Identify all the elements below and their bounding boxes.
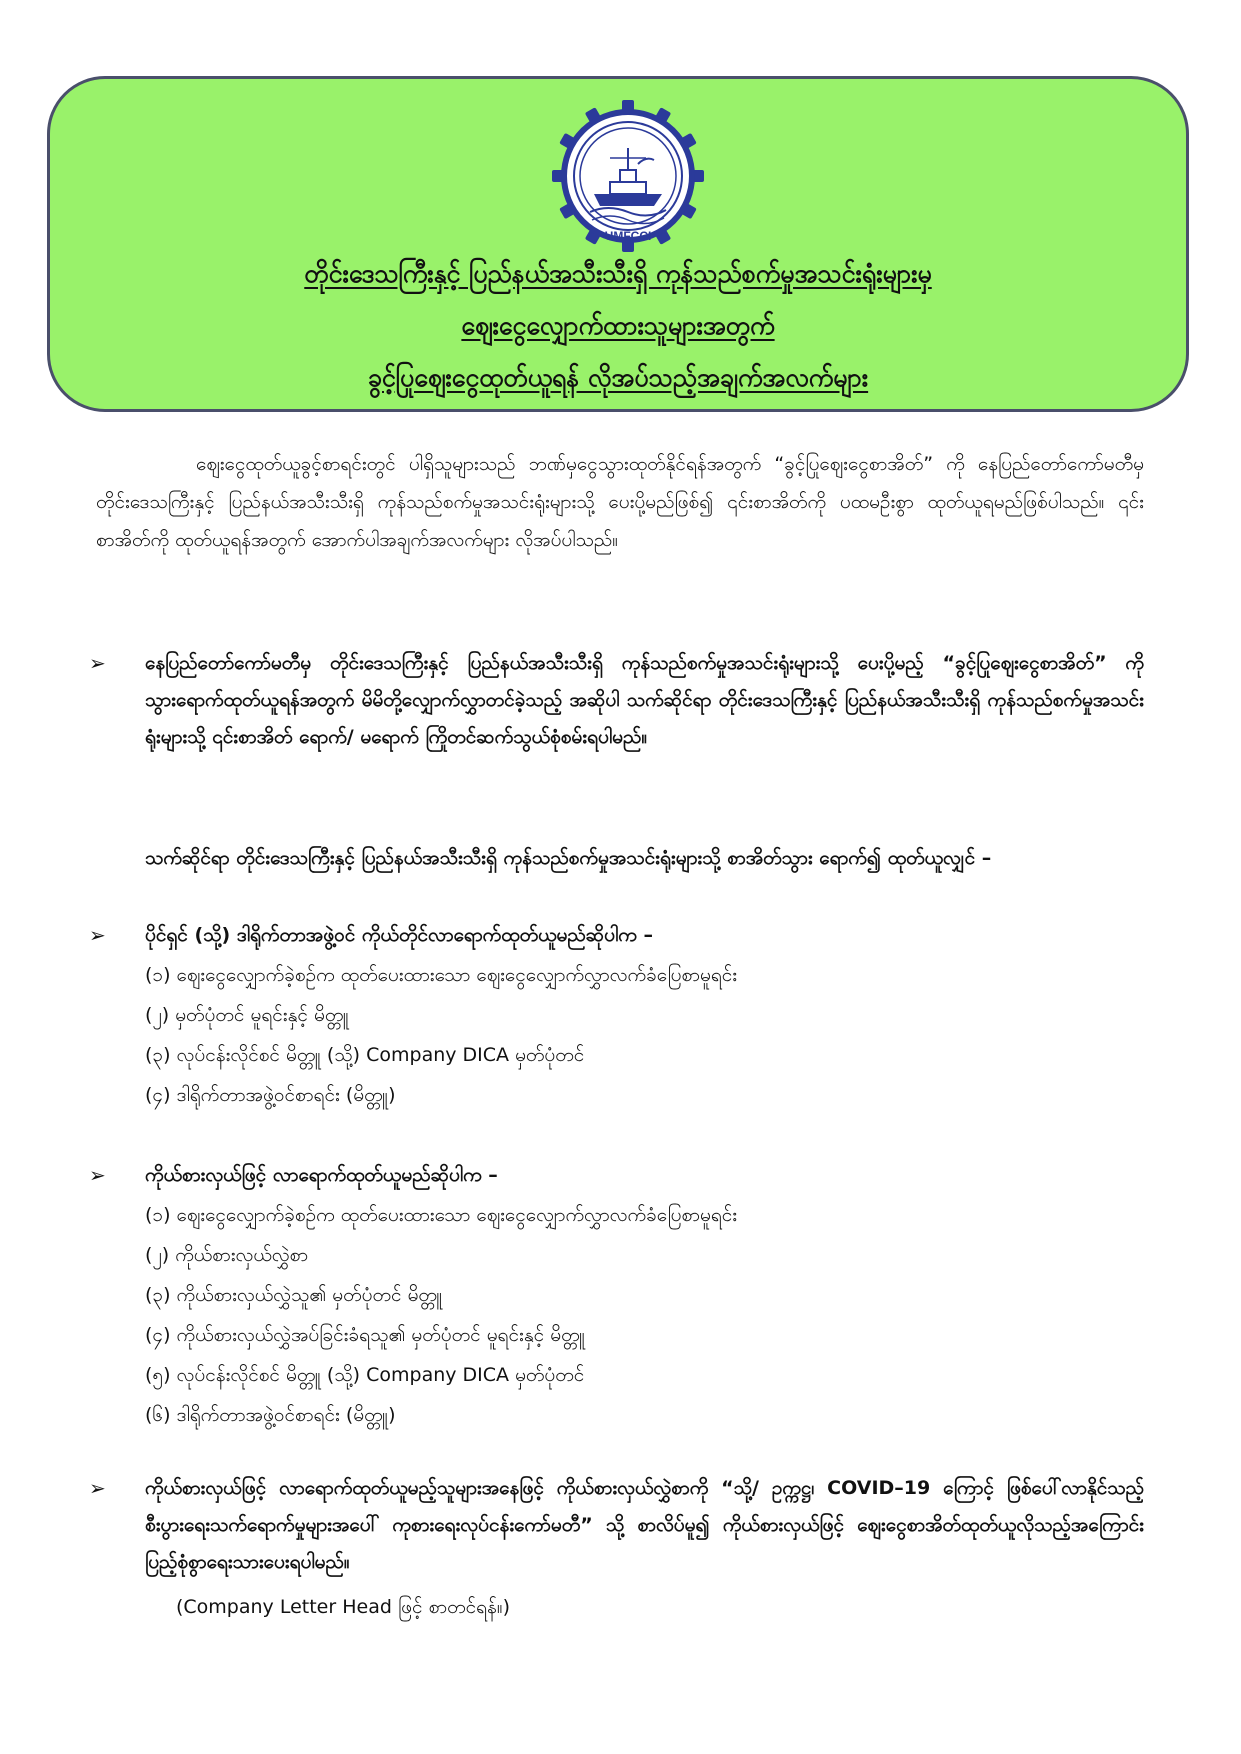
- proxy-heading-text: ကိုယ်စားလှယ်ဖြင့် လာရောက်ထုတ်ယူမည်ဆိုပါက –: [145, 1164, 498, 1186]
- proxy-item-4: (၄) ကိုယ်စားလှယ်လွှဲအပ်ခြင်းခံရသူ၏ မှတ်ပုံတင် မူရင်းနှင့် မိတ္တူ: [145, 1324, 586, 1346]
- arrow-bullet-icon: ➢: [89, 1476, 106, 1500]
- owner-item-3: (၃) လုပ်ငန်းလိုင်စင် မိတ္တူ (သို့) Company DICA မှတ်ပုံတင်: [145, 1044, 585, 1066]
- intro-paragraph: [96, 445, 1144, 559]
- proxy-item-2: (၂) ကိုယ်စားလှယ်လွှဲစာ: [145, 1244, 309, 1266]
- proxy-item-3: (၃) ကိုယ်စားလှယ်လွှဲသူ၏ မှတ်ပုံတင် မိတ္တူ: [145, 1284, 443, 1306]
- pickup-intro-text: သက်ဆိုင်ရာ တိုင်းဒေသကြီးနှင့် ပြည်နယ်အသီးသီးရှိ ကုန်သည်စက်မှုအသင်းရုံးများသို့ စာအိတ်သွား ရောက်၍ ထုတ်ယူလျှင် –: [145, 847, 992, 869]
- letterhead-note: (Company Letter Head ဖြင့် စာတင်ရန်။): [176, 1596, 511, 1618]
- intro-text: ဈေးငွေထုတ်ယူခွင့်စာရင်းတွင် ပါရှိသူများသည် ဘဏ်မှငွေသွားထုတ်နိုင်ရန်အတွက် “ခွင့်ပြုဈေးငွေစာအိတ်” ကို နေပြည်တော်ကော်မတီမှ တိုင်းဒေသကြီးနှင့် ပြည်နယ်အသီးသီးရှိ ကုန်သည်စက်မှုအသင်းရုံးများသို့ ပေးပို့မည်ဖြစ်၍ ၎င်းစာအိတ်ကို ပထမဦးစွာ ထုတ်ယူရမည်ဖြစ်ပါသည်။ ၎င်းစာအိတ်ကို ထုတ်ယူရန်အတွက် အောက်ပါအချက်အလက်များ လိုအပ်ပါသည်။: [96, 453, 1144, 551]
- proxy-letter-text: ကိုယ်စားလှယ်ဖြင့် လာရောက်ထုတ်ယူမည့်သူများအနေဖြင့် ကိုယ်စားလှယ်လွှဲစာကို “သို့/ ဥက္ကဋ္ဌ၊ COVID–19 ကြောင့် ဖြစ်ပေါ်လာနိုင်သည့် စီးပွားရေးသက်ရောက်မှုများအပေါ် ကုစားရေးလုပ်ငန်းကော်မတီ” သို့ စာလိပ်မူ၍ ကိုယ်စားလှယ်ဖြင့် ဈေးငွေစာအိတ်ထုတ်ယူလိုသည့်အကြောင်း ပြည့်စုံစွာရေးသားပေးရပါမည်။: [145, 1477, 1144, 1573]
- owner-item-2: (၂) မှတ်ပုံတင် မူရင်းနှင့် မိတ္တူ: [145, 1004, 349, 1026]
- umfcci-logo: [550, 98, 706, 254]
- arrow-bullet-icon: ➢: [89, 651, 106, 675]
- logo-text: UMFCCI: [604, 229, 652, 243]
- proxy-item-6: (၆) ဒါရိုက်တာအဖွဲ့ဝင်စာရင်း (မိတ္တူ): [145, 1404, 396, 1426]
- owner-heading-text: ပိုင်ရှင် (သို့) ဒါရိုက်တာအဖွဲ့ဝင် ကိုယ်တိုင်လာရောက်ထုတ်ယူမည်ဆိုပါက –: [145, 924, 653, 946]
- title-line-3: ခွင့်ပြုဈေးငွေထုတ်ယူရန် လိုအပ်သည့်အချက်အလက်များ: [367, 363, 869, 392]
- proxy-item-5: (၅) လုပ်ငန်းလိုင်စင် မိတ္တူ (သို့) Company DICA မှတ်ပုံတင်: [145, 1364, 585, 1386]
- bullet-proxy-letter: [89, 1470, 1144, 1581]
- title-line-1: တိုင်းဒေသကြီးနှင့် ပြည်နယ်အသီးသီးရှိ ကုန်သည်စက်မှုအသင်းရုံးများမှ: [304, 259, 932, 288]
- arrow-bullet-icon: ➢: [89, 923, 106, 947]
- bullet-contact-office: [89, 645, 1144, 756]
- pickup-intro: [145, 840, 1144, 877]
- bullet-contact-text: နေပြည်တော်ကော်မတီမှ တိုင်းဒေသကြီးနှင့် ပြည်နယ်အသီးသီးရှိ ကုန်သည်စက်မှုအသင်းရုံးများသို့ ပေးပို့မည့် “ခွင့်ပြုဈေးငွေစာအိတ်” ကို သွားရောက်ထုတ်ယူရန်အတွက် မိမိတို့လျှောက်လွှာတင်ခဲ့သည့် အဆိုပါ သက်ဆိုင်ရာ တိုင်းဒေသကြီးနှင့် ပြည်နယ်အသီးသီးရှိ ကုန်သည်စက်မှုအသင်းရုံးများသို့ ၎င်းစာအိတ် ရောက်/ မရောက် ကြိုတင်ဆက်သွယ်စုံစမ်းရပါမည်။: [145, 652, 1144, 748]
- proxy-item-1: (၁) ဈေးငွေလျှောက်ခဲ့စဉ်က ထုတ်ပေးထားသော ဈေးငွေလျှောက်လွှာလက်ခံပြေစာမူရင်း: [145, 1204, 738, 1226]
- owner-item-1: (၁) ဈေးငွေလျှောက်ခဲ့စဉ်က ထုတ်ပေးထားသော ဈေးငွေလျှောက်လွှာလက်ခံပြေစာမူရင်း: [145, 964, 738, 986]
- arrow-bullet-icon: ➢: [89, 1163, 106, 1187]
- title-line-2: ဈေးငွေလျှောက်ထားသူများအတွက်: [461, 311, 775, 340]
- owner-section-heading: [89, 920, 1144, 950]
- owner-item-4: (၄) ဒါရိုက်တာအဖွဲ့ဝင်စာရင်း (မိတ္တူ): [145, 1084, 396, 1106]
- proxy-section-heading: [89, 1160, 1144, 1190]
